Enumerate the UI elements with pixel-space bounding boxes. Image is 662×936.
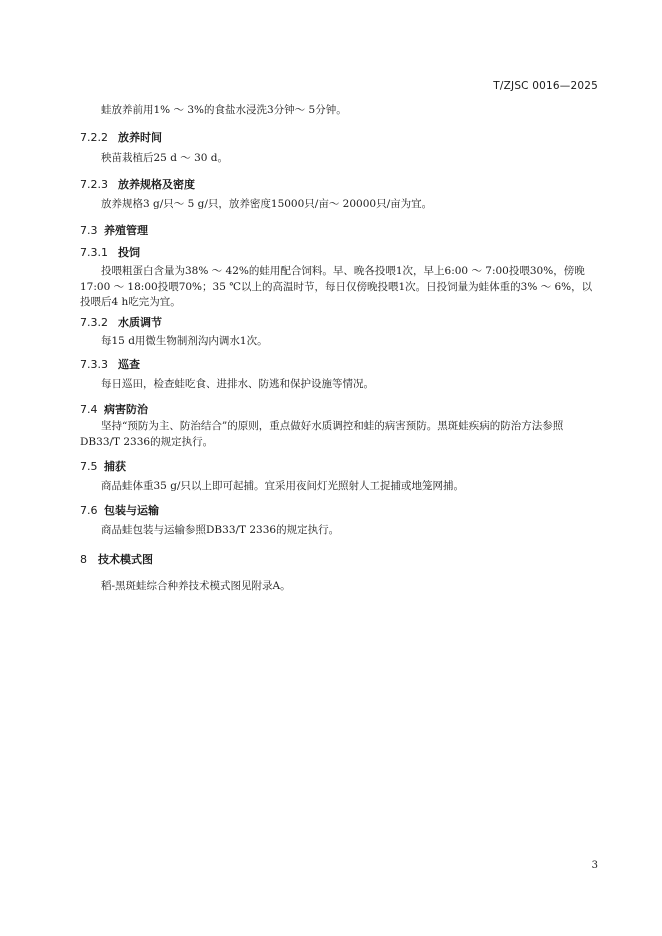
paragraph-packaging: 商品蛙包装与运输参照DB33/T 2336的规定执行。 <box>101 524 340 536</box>
section-number: 7.6 <box>80 504 98 517</box>
section-heading-7-3-1 <box>80 244 140 260</box>
paragraph-frog-disinfection: 蛙放养前用1% ～ 3%的食盐水浸洗3分钟～ 5分钟。 <box>101 104 347 116</box>
section-number: 7.3.2 <box>80 316 108 329</box>
section-number: 7.2.2 <box>80 131 108 144</box>
section-title: 巡查 <box>118 358 140 371</box>
section-title: 捕获 <box>104 460 126 473</box>
section-title: 放养规格及密度 <box>118 178 195 191</box>
section-heading-7-5 <box>80 458 126 474</box>
section-title: 放养时间 <box>118 131 162 144</box>
section-heading-7-3-3 <box>80 356 140 372</box>
paragraph-disease-control: 坚持“预防为主、防治结合”的原则，重点做好水质调控和蛙的病害预防。黑斑蛙疾病的防治方法参照DB33/T 2336的规定执行。 <box>80 420 564 448</box>
section-heading-7-2-3 <box>80 176 195 192</box>
section-number: 8 <box>80 553 87 566</box>
section-heading-7-4 <box>80 401 148 417</box>
paragraph-release-density: 放养规格3 g/只～ 5 g/只，放养密度15000只/亩～ 20000只/亩为宜。 <box>101 198 433 210</box>
section-heading-7-3-2 <box>80 314 162 330</box>
document-id: T/ZJSC 0016—2025 <box>493 80 598 92</box>
section-heading-7-2-2 <box>80 129 162 145</box>
section-title: 养殖管理 <box>104 224 148 237</box>
paragraph-technical-diagram: 稻-黑斑蛙综合种养技术模式图见附录A。 <box>101 580 291 592</box>
section-number: 7.3.1 <box>80 246 108 259</box>
section-number: 7.3.3 <box>80 358 108 371</box>
section-title: 投饲 <box>118 246 140 259</box>
section-title: 技术模式图 <box>98 553 153 566</box>
section-number: 7.5 <box>80 460 98 473</box>
paragraph-release-time: 秧苗栽植后25 d ～ 30 d。 <box>101 152 229 164</box>
page-number: 3 <box>591 860 598 871</box>
paragraph-harvest: 商品蛙体重35 g/只以上即可起捕。宜采用夜间灯光照射人工捉捕或地笼网捕。 <box>101 480 464 492</box>
section-title: 包装与运输 <box>104 504 159 517</box>
section-title: 病害防治 <box>104 403 148 416</box>
section-number: 7.2.3 <box>80 178 108 191</box>
section-number: 7.4 <box>80 403 98 416</box>
section-title: 水质调节 <box>118 316 162 329</box>
section-heading-7-3 <box>80 222 148 238</box>
paragraph-inspection: 每日巡田，检查蛙吃食、进排水、防逃和保护设施等情况。 <box>101 378 374 390</box>
section-heading-8 <box>80 551 153 567</box>
paragraph-feeding: 投喂粗蛋白含量为38% ～ 42%的蛙用配合饲料。早、晚各投喂1次，早上6:00 ～ 7:00投喂30%，傍晚17:00 ～ 18:00投喂70%；35 ℃以上的高温时节，每日仅傍晚投喂1次。日投饲量为蛙体重的3% ～ 6%，以投喂后4 h吃完为宜。 <box>80 265 593 308</box>
paragraph-water-quality: 每15 d用微生物制剂沟内调水1次。 <box>101 335 268 347</box>
section-number: 7.3 <box>80 224 98 237</box>
section-heading-7-6 <box>80 502 159 518</box>
